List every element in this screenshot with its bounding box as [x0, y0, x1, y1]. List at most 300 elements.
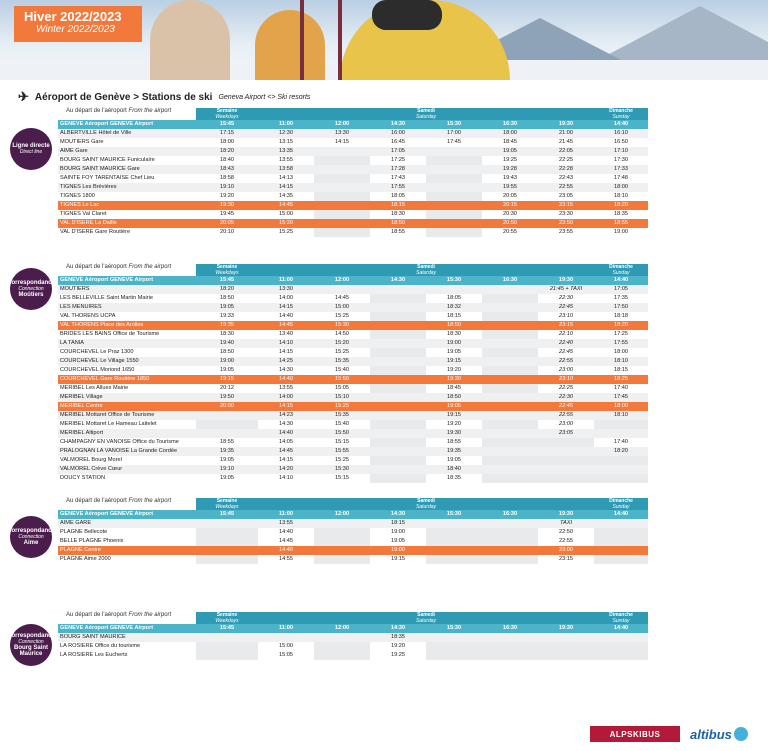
arrival-time: [482, 357, 538, 366]
arrival-time: 16:10: [594, 129, 648, 138]
arrival-time: [314, 633, 370, 642]
stop-row: [58, 537, 648, 546]
day-header-row: [58, 498, 648, 510]
stop-row: [58, 129, 648, 138]
arrival-time: 19:50: [196, 393, 258, 402]
arrival-time: 22:10: [559, 331, 573, 337]
departure-time: 11:00: [258, 120, 314, 129]
arrival-time: [594, 519, 648, 528]
departure-time: 15:45: [196, 624, 258, 633]
arrival-time: 14:50: [335, 331, 349, 337]
saturday-header: [258, 108, 594, 120]
stop-name: VALMOREL Crève Cœur: [58, 465, 196, 474]
arrival-time: [370, 294, 426, 303]
stop-name: MERIBEL Mottaret Le Hameau Laitelet: [60, 421, 157, 427]
section-label-circle: [7, 268, 55, 310]
arrival-time: 13:55: [279, 385, 293, 391]
arrival-time: 14:40: [258, 375, 314, 384]
section-label-place: Aime: [23, 540, 39, 546]
arrival-time: 17:45: [447, 139, 461, 145]
arrival-time: 18:30: [220, 331, 234, 337]
arrival-time: 14:10: [258, 339, 314, 348]
arrival-time: 23:30: [559, 211, 573, 217]
arrival-time: 22:55: [538, 357, 594, 366]
arrival-time: 18:15: [447, 313, 461, 319]
arrival-time: 22:40: [538, 339, 594, 348]
arrival-time: 17:25: [391, 157, 405, 163]
arrival-time: [482, 651, 538, 660]
stop-row: [58, 438, 648, 447]
arrival-time: 18:50: [426, 393, 482, 402]
arrival-time: [314, 201, 370, 210]
sunday-header-en: Sunday: [612, 270, 630, 276]
arrival-time: [426, 651, 482, 660]
departure-time: 14:40: [594, 276, 648, 285]
arrival-time: [538, 438, 594, 447]
arrival-time: [482, 474, 538, 483]
saturday-header-fr: Samedi: [417, 264, 435, 270]
arrival-time: [196, 528, 258, 537]
saturday-header: [258, 498, 594, 510]
arrival-time: 19:15: [426, 357, 482, 366]
arrival-time: [538, 474, 594, 483]
arrival-time: 14:15: [258, 183, 314, 192]
arrival-time: 18:05: [391, 193, 405, 199]
arrival-time: 22:43: [559, 175, 573, 181]
arrival-time: [538, 447, 594, 456]
arrival-time: 17:55: [594, 339, 648, 348]
arrival-time: 20:12: [220, 385, 234, 391]
stop-name: MERIBEL Centre: [58, 402, 196, 411]
sunday-header: [594, 612, 648, 624]
arrival-time: [314, 519, 370, 528]
departure-time: 15:45: [196, 510, 258, 519]
header-spacer: [58, 264, 196, 276]
airplane-icon: ✈: [18, 89, 29, 104]
arrival-time: 13:40: [279, 331, 293, 337]
arrival-time: 15:25: [335, 313, 349, 319]
arrival-time: 14:45: [258, 447, 314, 456]
stop-name: MERIBEL Village: [58, 393, 196, 402]
arrival-time: 22:05: [538, 147, 594, 156]
arrival-time: [482, 366, 538, 375]
arrival-time: 17:45: [594, 393, 648, 402]
arrival-time: 14:45: [335, 295, 349, 301]
arrival-time: 17:33: [594, 165, 648, 174]
departure-time: 15:30: [426, 120, 482, 129]
arrival-time: 14:15: [258, 402, 314, 411]
weekdays-header-en: Weekdays: [215, 114, 239, 120]
arrival-time: 18:35: [447, 475, 461, 481]
arrival-time: [538, 456, 594, 465]
arrival-time: 16:45: [391, 139, 405, 145]
arrival-time: 14:40: [279, 529, 293, 535]
arrival-time: [314, 192, 370, 201]
arrival-time: 19:00: [391, 529, 405, 535]
arrival-time: 18:15: [370, 201, 426, 210]
departure-time: 12:00: [314, 276, 370, 285]
stop-row: [58, 174, 648, 183]
arrival-time: 14:30: [279, 367, 293, 373]
arrival-time: [426, 642, 482, 651]
arrival-time: 22:28: [538, 165, 594, 174]
arrival-time: [538, 465, 594, 474]
stop-row: [58, 651, 648, 660]
weekdays-header-en: Weekdays: [215, 270, 239, 276]
arrival-time: [258, 633, 314, 642]
sunday-header-en: Sunday: [612, 114, 630, 120]
section-label-main: Correspondance: [7, 528, 55, 534]
arrival-time: 19:25: [503, 157, 517, 163]
departure-time: 15:30: [426, 624, 482, 633]
stop-name: LA ROSIERE Office du tourisme: [60, 643, 141, 649]
section-label-circle: [7, 624, 55, 666]
arrival-time: [482, 303, 538, 312]
saturday-header-en: Saturday: [416, 114, 437, 120]
arrival-time: 18:10: [614, 193, 629, 199]
arrival-time: 23:05: [559, 193, 573, 199]
arrival-time: 14:10: [279, 475, 293, 481]
stop-name: COURCHEVEL Le Praz 1300: [60, 349, 134, 355]
departure-time: 16:30: [482, 624, 538, 633]
arrival-time: 23:15: [538, 321, 594, 330]
depart-label-fr: Au départ de l'aéroport: [66, 498, 127, 504]
arrival-time: [594, 633, 648, 642]
arrival-time: [482, 429, 538, 438]
arrival-time: 14:23: [258, 411, 314, 420]
weekdays-header-fr: Semaine: [216, 108, 238, 114]
day-header-row: [58, 108, 648, 120]
skier-figure: [150, 0, 230, 80]
arrival-time: 14:40: [258, 429, 314, 438]
arrival-time: [370, 465, 426, 474]
arrival-time: [426, 156, 482, 165]
arrival-time: 18:55: [594, 219, 648, 228]
season-title-fr: Hiver 2022/2023: [24, 9, 122, 24]
arrival-time: [196, 411, 258, 420]
altibus-logo-text: altibus: [690, 726, 732, 742]
arrival-time: 18:05: [447, 295, 461, 301]
stop-name: LES BELLEVILLE Saint Martin Mairie: [60, 295, 153, 301]
arrival-time: 20:30: [503, 211, 517, 217]
arrival-time: 18:58: [220, 175, 234, 181]
stop-name: BRIDES LES BAINS Office de Tourisme: [60, 331, 160, 337]
arrival-time: 21:45: [559, 139, 573, 145]
arrival-time: 19:30: [426, 375, 482, 384]
arrival-time: [314, 546, 370, 555]
arrival-time: [370, 393, 426, 402]
timetable: [58, 612, 648, 660]
departure-time: 15:30: [426, 276, 482, 285]
arrival-time: 18:55: [220, 439, 234, 445]
stop-name: PRALOGNAN LA VANOISE La Grande Cordée: [58, 447, 196, 456]
arrival-time: 18:20: [594, 447, 648, 456]
stop-row: [58, 183, 648, 192]
stop-row: [58, 348, 648, 357]
arrival-time: [314, 228, 370, 237]
arrival-time: 14:45: [279, 538, 293, 544]
arrival-time: 15:30: [314, 321, 370, 330]
arrival-time: [482, 642, 538, 651]
arrival-time: [594, 429, 648, 438]
stop-row: [58, 474, 648, 483]
arrival-time: [370, 384, 426, 393]
sunday-header: [594, 498, 648, 510]
arrival-time: [482, 519, 538, 528]
arrival-time: 19:00: [370, 546, 426, 555]
stop-name: LA TANIA: [58, 339, 196, 348]
arrival-time: [482, 384, 538, 393]
stop-row: [58, 357, 648, 366]
arrival-time: 15:15: [335, 475, 349, 481]
arrival-time: 18:20: [196, 147, 258, 156]
arrival-time: [370, 438, 426, 447]
arrival-time: 22:45: [538, 402, 594, 411]
arrival-time: [426, 210, 482, 219]
arrival-time: 19:43: [503, 175, 517, 181]
arrival-time: [594, 537, 648, 546]
arrival-time: [482, 285, 538, 294]
arrival-time: [482, 546, 538, 555]
arrival-time: 18:32: [426, 303, 482, 312]
arrival-time: 23:00: [559, 421, 573, 427]
arrival-time: 18:00: [482, 129, 538, 138]
arrival-time: 18:50: [220, 295, 234, 301]
arrival-time: 14:30: [279, 421, 293, 427]
arrival-time: [482, 375, 538, 384]
departure-time: 19:30: [538, 276, 594, 285]
arrival-time: 15:50: [314, 375, 370, 384]
depart-label-fr: Au départ de l'aéroport: [66, 108, 127, 114]
section-label-en: Connection: [18, 286, 44, 292]
stop-row: [58, 393, 648, 402]
arrival-time: [370, 456, 426, 465]
sunday-header: [594, 108, 648, 120]
arrival-time: [538, 642, 594, 651]
arrival-time: 19:05: [220, 367, 234, 373]
arrival-time: [426, 174, 482, 183]
stop-row: [58, 303, 648, 312]
arrival-time: [594, 546, 648, 555]
stop-row: [58, 147, 648, 156]
departure-time: 19:30: [538, 510, 594, 519]
arrival-time: 19:05: [391, 538, 405, 544]
departure-time: 14:40: [594, 120, 648, 129]
arrival-time: 22:25: [559, 385, 573, 391]
arrival-time: 22:55: [538, 183, 594, 192]
arrival-time: 18:55: [447, 439, 461, 445]
arrival-time: 14:55: [279, 556, 293, 562]
arrival-time: 13:30: [314, 129, 370, 138]
arrival-time: [314, 651, 370, 660]
arrival-time: 20:05: [196, 219, 258, 228]
arrival-time: 18:20: [196, 285, 258, 294]
arrival-time: [426, 537, 482, 546]
arrival-time: 13:30: [258, 285, 314, 294]
departure-time: 11:00: [258, 624, 314, 633]
arrival-time: 18:40: [426, 465, 482, 474]
arrival-time: 19:00: [426, 339, 482, 348]
arrival-time: 19:25: [391, 652, 405, 658]
stop-name: BOURG SAINT MAURICE Funiculaire: [60, 157, 155, 163]
day-header-row: [58, 612, 648, 624]
saturday-header-en: Saturday: [416, 270, 437, 276]
arrival-time: [314, 156, 370, 165]
departure-time: 15:30: [426, 510, 482, 519]
arrival-time: 19:10: [196, 183, 258, 192]
arrival-time: 15:40: [335, 421, 349, 427]
arrival-time: 18:30: [391, 211, 405, 217]
arrival-time: 14:20: [258, 465, 314, 474]
departure-time: 14:30: [370, 624, 426, 633]
arrival-time: [482, 348, 538, 357]
sunday-header: [594, 264, 648, 276]
arrival-time: 18:55: [391, 229, 405, 235]
arrival-time: 18:25: [594, 375, 648, 384]
route-heading: [18, 88, 310, 106]
stop-name: PLAGNE Bellecote: [60, 529, 108, 535]
stop-name: TIGNES Val Claret: [60, 211, 107, 217]
arrival-time: 18:18: [614, 313, 629, 319]
arrival-time: 17:40: [614, 439, 629, 445]
arrival-time: 19:05: [196, 303, 258, 312]
section-label-en: Connection: [18, 534, 44, 540]
arrival-time: 14:05: [279, 439, 293, 445]
arrival-time: [538, 633, 594, 642]
arrival-time: [482, 537, 538, 546]
stop-row: [58, 456, 648, 465]
route-subtitle: Geneva Airport <> Ski resorts: [218, 93, 311, 101]
arrival-time: 23:10: [538, 375, 594, 384]
arrival-time: 14:25: [258, 357, 314, 366]
arrival-time: 19:00: [614, 229, 629, 235]
arrival-time: [370, 474, 426, 483]
arrival-time: 17:35: [614, 295, 629, 301]
sunday-header-fr: Dimanche: [609, 108, 633, 114]
arrival-time: 15:50: [314, 429, 370, 438]
arrival-time: [314, 555, 370, 564]
stop-row: [58, 321, 648, 330]
stop-row: [58, 375, 648, 384]
arrival-time: [482, 294, 538, 303]
arrival-time: 19:45: [220, 211, 234, 217]
origin-stop-name: GENEVE Aéroport GENEVE Airport: [58, 510, 196, 519]
header-spacer: [58, 612, 196, 624]
depart-label-fr: Au départ de l'aéroport: [66, 612, 127, 618]
arrival-time: 23:10: [559, 313, 573, 319]
arrival-time: 20:50: [482, 219, 538, 228]
saturday-header-fr: Samedi: [417, 108, 435, 114]
arrival-time: [314, 165, 370, 174]
arrival-time: 12:30: [258, 129, 314, 138]
arrival-time: [370, 402, 426, 411]
arrival-time: 20:05: [503, 193, 517, 199]
sunday-header-fr: Dimanche: [609, 498, 633, 504]
arrival-time: 18:50: [426, 321, 482, 330]
arrival-time: [370, 339, 426, 348]
arrival-time: 19:15: [426, 411, 482, 420]
arrival-time: 15:25: [335, 457, 349, 463]
arrival-time: 18:45: [503, 139, 517, 145]
season-badge: [14, 6, 142, 42]
skier-figure: [255, 10, 325, 80]
sunday-header-en: Sunday: [612, 504, 630, 510]
arrival-time: 20:00: [196, 402, 258, 411]
arrival-time: [482, 447, 538, 456]
arrival-time: [196, 537, 258, 546]
arrival-time: 17:00: [426, 129, 482, 138]
arrival-time: 18:43: [196, 165, 258, 174]
arrival-time: [426, 219, 482, 228]
arrival-time: [370, 429, 426, 438]
stop-name: BELLE PLAGNE Phoenix: [60, 538, 124, 544]
origin-stop-name: GENEVE Aéroport GENEVE Airport: [58, 276, 196, 285]
arrival-time: [482, 321, 538, 330]
stop-row: [58, 330, 648, 339]
saturday-header-fr: Samedi: [417, 612, 435, 618]
stop-row: [58, 294, 648, 303]
arrival-time: 17:25: [614, 331, 629, 337]
stop-row: [58, 339, 648, 348]
stop-name: VAL THORENS UCPA: [60, 313, 116, 319]
arrival-time: [482, 528, 538, 537]
saturday-header-en: Saturday: [416, 504, 437, 510]
arrival-time: [370, 348, 426, 357]
departure-time: 14:30: [370, 120, 426, 129]
arrival-time: 13:15: [279, 139, 293, 145]
stop-name: PLAGNE Centre: [58, 546, 196, 555]
sunday-header-fr: Dimanche: [609, 264, 633, 270]
arrival-time: 17:10: [594, 147, 648, 156]
section-label-en: Connection: [18, 639, 44, 645]
stop-name: AIME GARE: [58, 519, 196, 528]
arrival-time: 15:25: [279, 229, 293, 235]
stop-row: [58, 546, 648, 555]
goggles-shape: [372, 0, 442, 30]
arrival-time: [426, 228, 482, 237]
arrival-time: [370, 357, 426, 366]
arrival-time: 19:20: [220, 193, 234, 199]
arrival-time: 17:15: [196, 129, 258, 138]
arrival-time: 15:40: [335, 367, 349, 373]
arrival-time: 18:00: [594, 402, 648, 411]
arrival-time: [482, 393, 538, 402]
depart-label-en: From the airport: [128, 612, 172, 618]
arrival-time: 15:00: [279, 643, 293, 649]
arrival-time: [314, 642, 370, 651]
arrival-time: [314, 147, 370, 156]
season-title-en: Winter 2022/2023: [36, 24, 115, 35]
stop-name: VAL THORENS Place des Arolles: [58, 321, 196, 330]
arrival-time: 18:15: [614, 367, 629, 373]
section-label-main: Correspondance: [7, 280, 55, 286]
arrival-time: [196, 633, 258, 642]
arrival-time: 18:10: [594, 357, 648, 366]
arrival-time: 19:28: [482, 165, 538, 174]
arrival-time: 18:50: [370, 219, 426, 228]
arrival-time: [370, 303, 426, 312]
arrival-time: [482, 420, 538, 429]
arrival-time: [482, 411, 538, 420]
arrival-time: 19:35: [196, 447, 258, 456]
arrival-time: 19:55: [482, 183, 538, 192]
departure-time: 16:30: [482, 276, 538, 285]
arrival-time: 18:00: [220, 139, 234, 145]
arrival-time: [314, 285, 370, 294]
arrival-time: [426, 192, 482, 201]
arrival-time: 19:05: [447, 349, 461, 355]
arrival-time: 15:35: [314, 411, 370, 420]
